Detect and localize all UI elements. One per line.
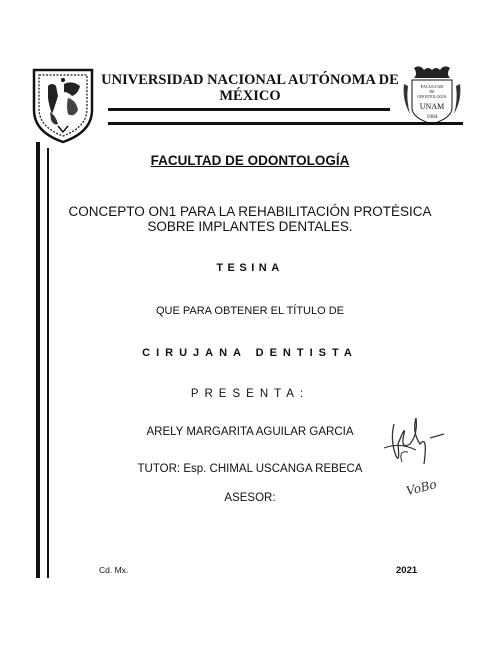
faculty-heading: FACULTAD DE ODONTOLOGÍA <box>150 153 350 168</box>
seal-unam: UNAM <box>419 102 445 111</box>
thesis-title <box>60 204 440 234</box>
author-name: ARELY MARGARITA AGUILAR GARCIA <box>146 426 354 438</box>
university-name-line2: MÉXICO <box>219 88 281 104</box>
thesis-title-line1: CONCEPTO ON1 PARA LA REHABILITACIÓN PROTÉSICA <box>68 204 432 219</box>
tutor-name: TUTOR: Esp. CHIMAL USCANGA REBECA <box>137 463 363 475</box>
advisor-label: ASESOR: <box>224 492 276 504</box>
margin-rule-thin <box>47 148 49 578</box>
document-type: TESINA <box>216 262 284 274</box>
university-name-line1: UNIVERSIDAD NACIONAL AUTÓNOMA DE <box>101 72 399 88</box>
degree-purpose: QUE PARA OBTENER EL TÍTULO DE <box>155 305 345 317</box>
place-label: Cd. Mx. <box>99 565 129 575</box>
presents-label: PRESENTA: <box>190 388 310 400</box>
faculty-seal-logo <box>400 64 464 126</box>
vobo-annotation: VoBo <box>404 477 439 499</box>
header-rule-bottom <box>108 122 463 125</box>
degree-title: CIRUJANA DENTISTA <box>142 347 358 359</box>
unam-shield-logo <box>28 66 98 144</box>
seal-line3: ODONTOLOGÍA <box>417 94 447 99</box>
seal-line2: DE <box>429 89 435 94</box>
seal-line1: FACULTAD <box>420 84 444 89</box>
year-label: 2021 <box>396 565 418 576</box>
thesis-title-line2: SOBRE IMPLANTES DENTALES. <box>147 219 353 234</box>
header-rule-top <box>108 108 390 111</box>
handwritten-signature <box>380 404 460 504</box>
margin-rule-thick <box>36 142 40 578</box>
seal-year: 1904 <box>426 114 438 120</box>
university-name <box>100 72 400 104</box>
